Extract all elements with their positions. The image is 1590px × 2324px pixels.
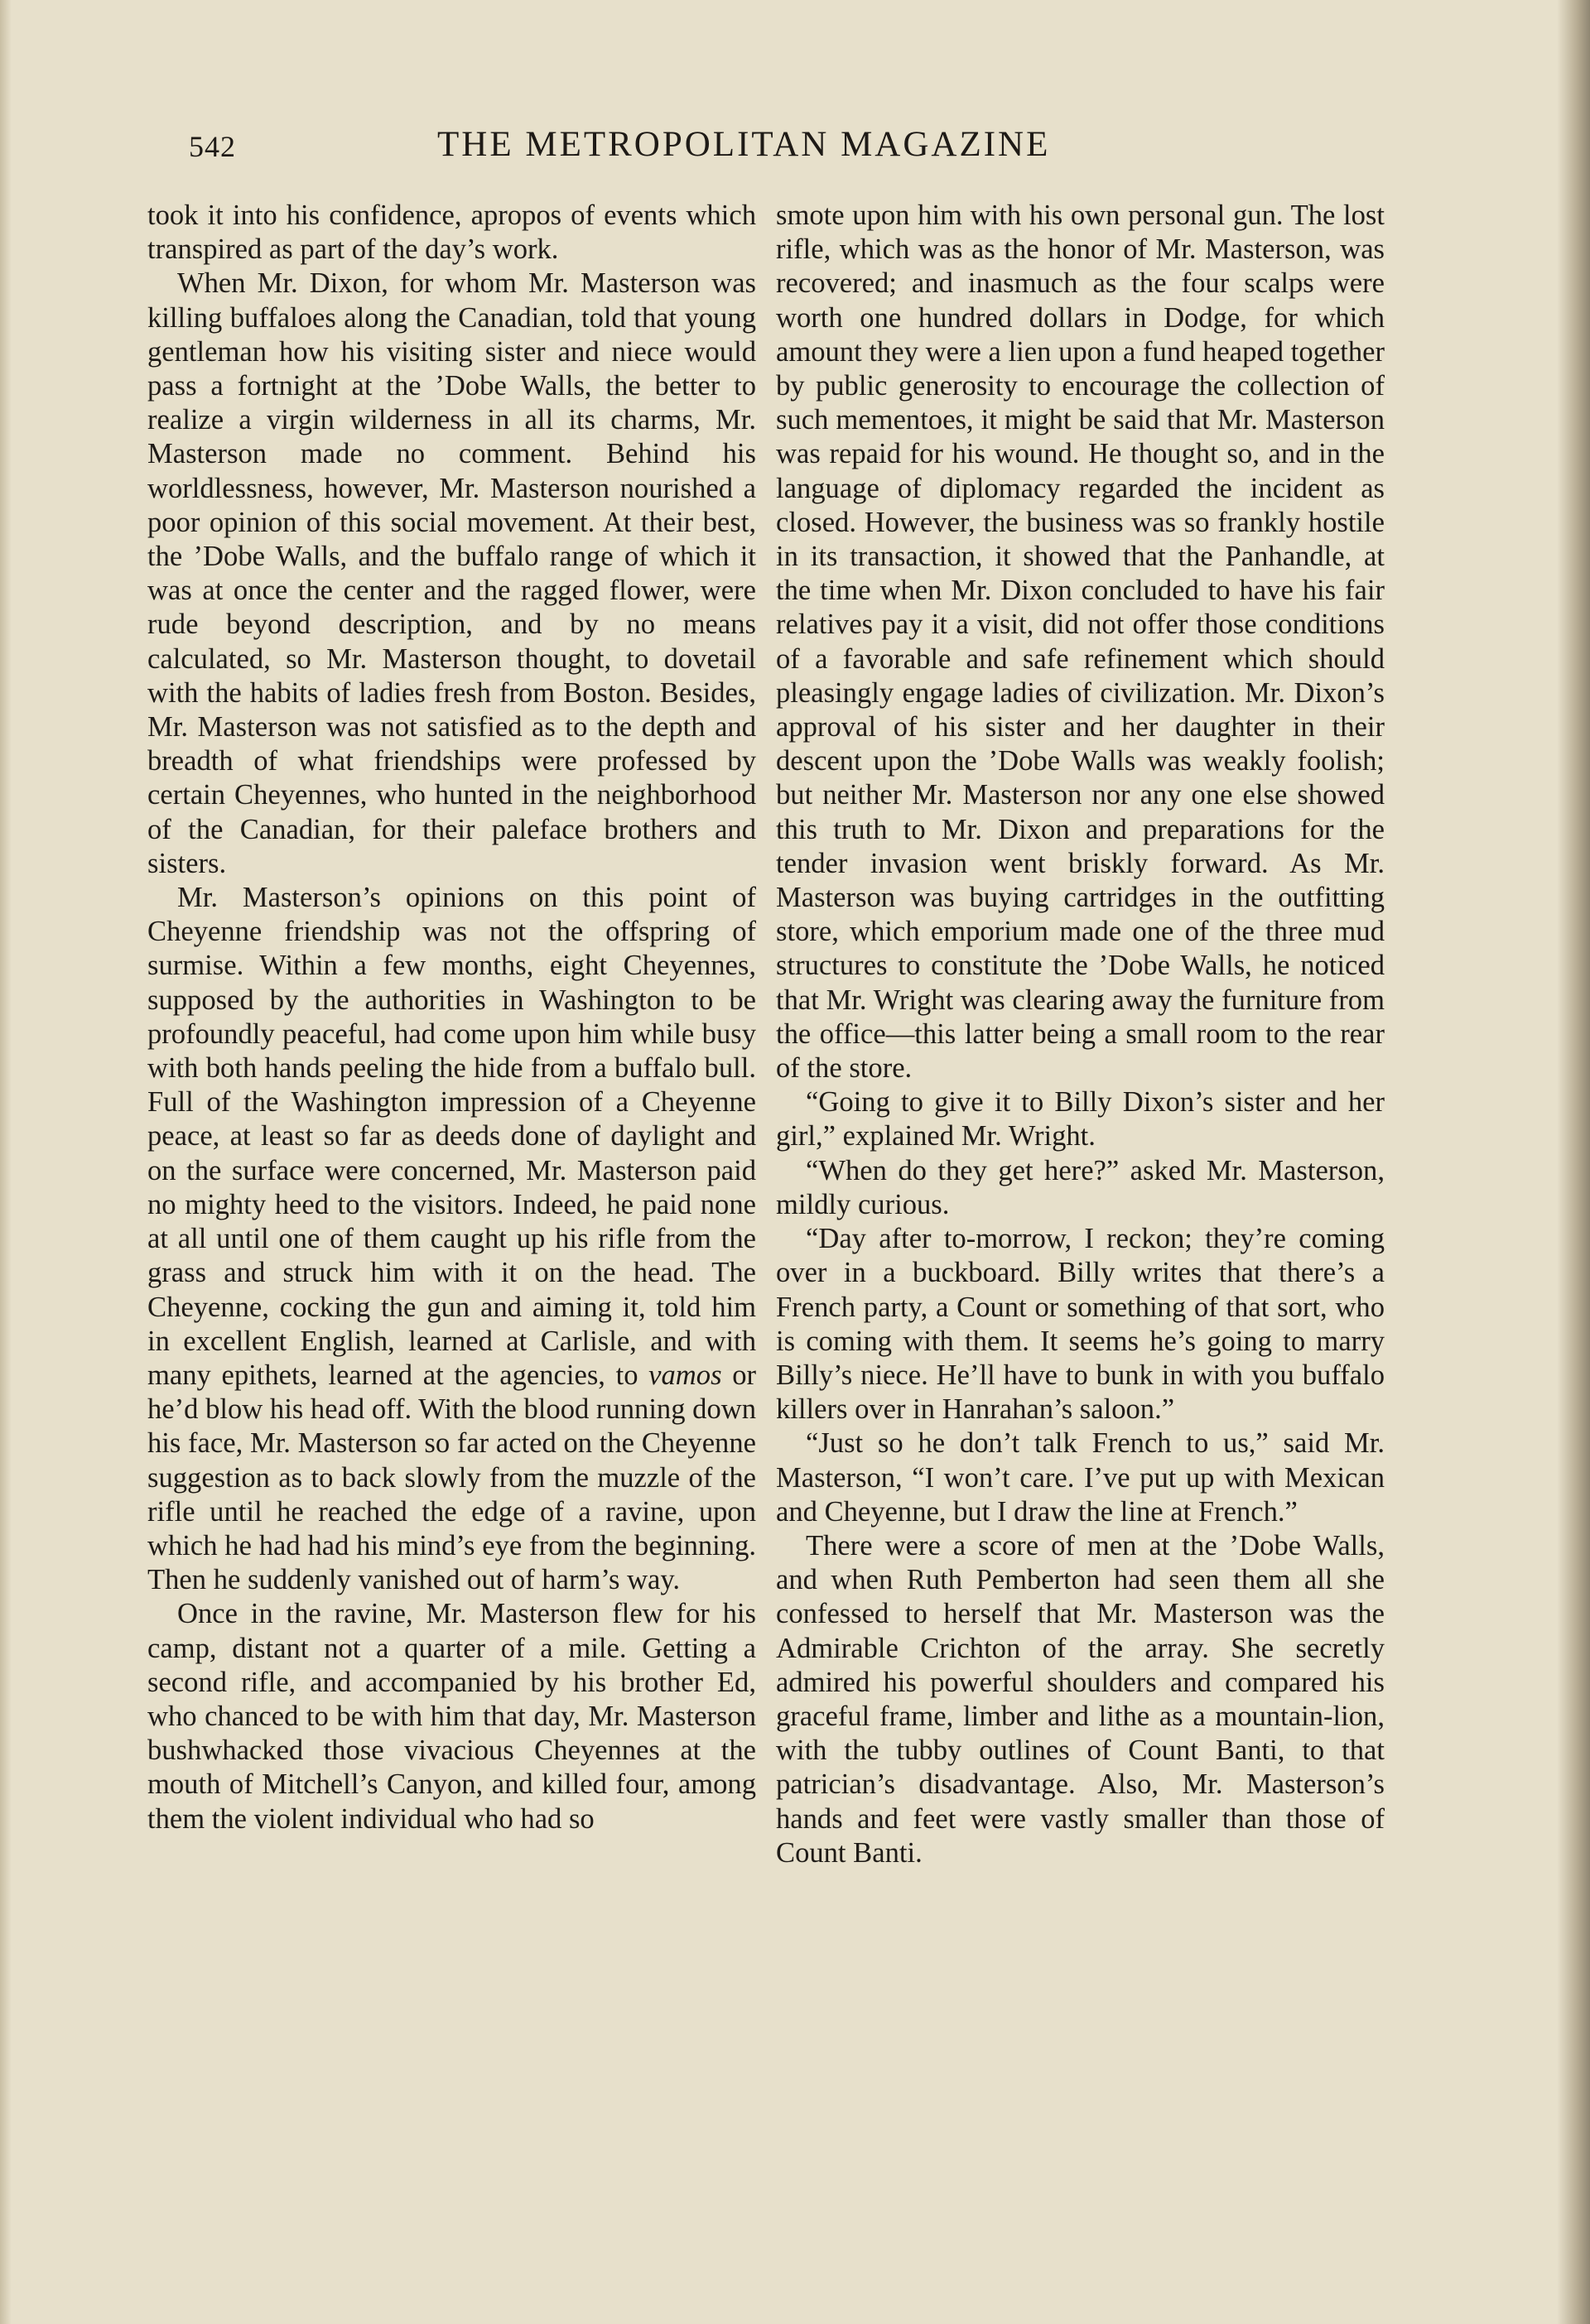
paragraph: Once in the ravine, Mr. Masterson flew for his camp, distant not a quarter of a mile. Getting a second rifle, and accompanied by his brother Ed, who chanced to be with him that day, Mr. Masterson bushwhacked those vivacious Cheyennes at the mouth of Mitchell’s Canyon, and killed four, among them the violent individual who had so: [147, 1598, 756, 1835]
page-number: 542: [189, 130, 236, 163]
left-column: [147, 199, 756, 1836]
running-head: THE METROPOLITAN MAGAZINE: [437, 125, 1051, 164]
paragraph: smote upon him with his own personal gun. The lost rifle, which was as the honor of Mr. Masterson, was recovered; and inasmuch as the four scalps were worth one hundred dollars in Dodge, for which amount they were a lien upon a fund heaped together by public generosity to encourage the collection of such mementoes, it might be said that Mr. Masterson was repaid for his wound. He thought so, and in the language of diplomacy regarded the incident as closed. However, the business was so frankly hostile in its transaction, it showed that the Panhandle, at the time when Mr. Dixon concluded to have his fair relatives pay it a visit, did not offer those conditions of a favorable and safe refinement which should pleasingly engage ladies of civilization. Mr. Dixon’s approval of his sister and her daughter in their descent upon the ’Dobe Walls was weakly foolish; but neither Mr. Masterson nor any one else showed this truth to Mr. Dixon and preparations for the tender invasion went briskly forward. As Mr. Masterson was buying cartridges in the outfitting store, which emporium made one of the three mud structures to constitute the ’Dobe Walls, he noticed that Mr. Wright was clearing away the furniture from the office—this latter being a small room to the rear of the store.: [776, 200, 1385, 1085]
paragraph: When Mr. Dixon, for whom Mr. Masterson was killing buffaloes along the Canadian, told that young gentleman how his visiting sister and niece would pass a fortnight at the ’Dobe Walls, the better to realize a virgin wilderness in all its charms, Mr. Masterson made no comment. Behind his worldlessness, however, Mr. Masterson nourished a poor opinion of this social movement. At their best, the ’Dobe Walls, and the buffalo range of which it was at once the center and the ragged flower, were rude beyond description, and by no means calculated, so Mr. Masterson thought, to dovetail with the habits of ladies fresh from Boston. Besides, Mr. Masterson was not satisfied as to the depth and breadth of what friendships were professed by certain Cheyennes, who hunted in the neighborhood of the Canadian, for their paleface brothers and sisters.: [147, 267, 756, 879]
italic-word: vamos: [648, 1359, 722, 1391]
paragraph: There were a score of men at the ’Dobe Walls, and when Ruth Pemberton had seen them all she confessed to herself that Mr. Masterson was the Admirable Crichton of the array. She secretly admired his powerful shoulders and compared his graceful frame, limber and lithe as a mountain-lion, with the tubby outlines of Count Banti, to that patrician’s disadvantage. Also, Mr. Masterson’s hands and feet were vastly smaller than those of Count Banti.: [776, 1529, 1385, 1869]
paragraph: took it into his confidence, apropos of events which transpired as part of the day’s work.: [147, 200, 756, 266]
dialogue-paragraph: “Day after to-morrow, I reckon; they’re coming over in a buckboard. Billy writes that there’s a French party, a Count or something of that sort, who is coming with them. It seems he’s going to marry Billy’s niece. He’ll have to bunk in with you buffalo killers over in Hanrahan’s saloon.”: [776, 1223, 1385, 1426]
paragraph-text: Mr. Masterson’s opinions on this point of Cheyenne friendship was not the offspring of surmise. Within a few months, eight Cheyennes, supposed by the authorities in Washington to be profoundly peaceful, had come upon him while busy with both hands peeling the hide from a buffalo bull. Full of the Washington impression of a Cheyenne peace, at least so far as deeds done of daylight and on the surface were concerned, Mr. Masterson paid no mighty heed to the visitors. Indeed, he paid none at all until one of them caught up his rifle from the grass and struck him with it on the head. The Cheyenne, cocking the gun and aiming it, told him in excellent English, learned at Carlisle, and with many epithets, learned at the agencies, to: [147, 882, 756, 1391]
page-header: [189, 124, 1116, 174]
page-edge-right: [1557, 0, 1590, 2324]
dialogue-paragraph: “Just so he don’t talk French to us,” said Mr. Masterson, “I won’t care. I’ve put up with Mexican and Cheyenne, but I draw the line at French.”: [776, 1427, 1385, 1528]
right-column: [776, 199, 1385, 1870]
paragraph: [147, 881, 756, 1597]
paragraph-text: or he’d blow his head off. With the blood running down his face, Mr. Masterson so far acted on the Cheyenne suggestion as to back slowly from the muzzle of the rifle until he reached the edge of a ravine, upon which he had had his mind’s eye from the beginning. Then he suddenly vanished out of harm’s way.: [147, 1359, 756, 1596]
page-edge-left: [0, 0, 12, 2324]
dialogue-paragraph: “When do they get here?” asked Mr. Masterson, mildly curious.: [776, 1154, 1385, 1220]
dialogue-paragraph: “Going to give it to Billy Dixon’s sister and her girl,” explained Mr. Wright.: [776, 1086, 1385, 1152]
